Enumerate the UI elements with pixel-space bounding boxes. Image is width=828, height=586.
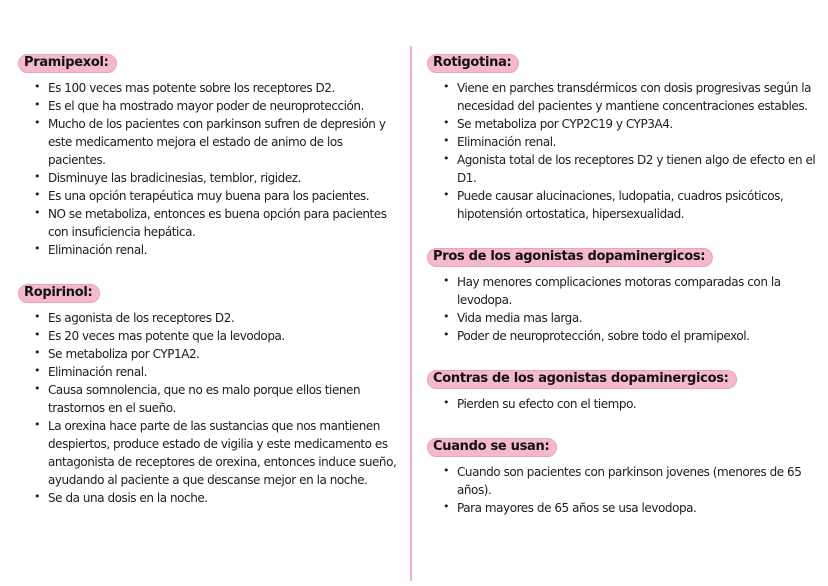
section-title: Pramipexol:: [18, 54, 117, 73]
section-title: Contras de los agonistas dopaminergicos:: [427, 370, 737, 389]
bullet-text: Puede causar alucinaciones, ludopatia, cuadros psicóticos, hipotensión ortostatica, hipersexualidad.: [457, 189, 784, 221]
section-title: Cuando se usan:: [427, 438, 557, 457]
bullet-dot-icon: •: [443, 310, 450, 323]
bullet-text: Se metaboliza por CYP1A2.: [48, 347, 200, 361]
bullet-text: Para mayores de 65 años se usa levodopa.: [457, 501, 697, 515]
section-heading: [18, 274, 403, 303]
note-section: [427, 360, 819, 413]
bullet-dot-icon: •: [443, 328, 450, 341]
bullet-text: La orexina hace parte de las sustancias que nos mantienen despiertos, produce estado de vigilia y este medicamento es antagonista de receptores de orexina, entonces induce sueño, ayudando al paciente a que descanse mejor en la noche.: [48, 419, 397, 487]
bullet-text: Pierden su efecto con el tiempo.: [457, 397, 637, 411]
bullet-item: [18, 241, 403, 259]
bullet-text: Cuando son pacientes con parkinson jovenes (menores de 65 años).: [457, 465, 802, 497]
note-section: [427, 44, 819, 223]
bullet-item: [427, 187, 819, 223]
bullet-dot-icon: •: [34, 346, 41, 359]
bullet-dot-icon: •: [443, 188, 450, 201]
bullet-item: [427, 499, 819, 517]
bullet-text: Es agonista de los receptores D2.: [48, 311, 235, 325]
left-column: [18, 44, 403, 522]
section-title: Rotigotina:: [427, 54, 519, 73]
bullet-text: Hay menores complicaciones motoras comparadas con la levodopa.: [457, 275, 781, 307]
bullet-dot-icon: •: [443, 464, 450, 477]
section-title: Pros de los agonistas dopaminergicos:: [427, 248, 713, 267]
bullet-item: [427, 463, 819, 499]
bullet-text: Disminuye las bradicinesias, temblor, rigidez.: [48, 171, 301, 185]
bullet-dot-icon: •: [443, 80, 450, 93]
bullet-item: [18, 97, 403, 115]
bullet-item: [18, 205, 403, 241]
bullet-item: [427, 133, 819, 151]
bullet-dot-icon: •: [443, 152, 450, 165]
bullet-dot-icon: •: [34, 418, 41, 431]
bullet-dot-icon: •: [34, 116, 41, 129]
bullet-text: Eliminación renal.: [457, 135, 556, 149]
note-section: [427, 428, 819, 517]
bullet-text: Es una opción terapéutica muy buena para los pacientes.: [48, 189, 370, 203]
bullet-dot-icon: •: [34, 364, 41, 377]
bullet-item: [18, 115, 403, 169]
bullet-item: [18, 187, 403, 205]
bullet-text: Agonista total de los receptores D2 y tienen algo de efecto en el D1.: [457, 153, 816, 185]
bullet-dot-icon: •: [34, 80, 41, 93]
bullet-dot-icon: •: [34, 98, 41, 111]
bullet-text: Se da una dosis en la noche.: [48, 491, 208, 505]
bullet-list: [427, 79, 819, 223]
section-heading: [427, 360, 819, 389]
bullet-dot-icon: •: [34, 328, 41, 341]
bullet-text: Eliminación renal.: [48, 365, 147, 379]
section-title: Ropirinol:: [18, 284, 100, 303]
note-section: [427, 238, 819, 345]
bullet-list: [18, 79, 403, 259]
column-divider: [410, 46, 412, 581]
section-heading: [427, 428, 819, 457]
bullet-item: [18, 489, 403, 507]
bullet-list: [427, 395, 819, 413]
section-heading: [427, 44, 819, 73]
bullet-item: [18, 309, 403, 327]
bullet-dot-icon: •: [34, 242, 41, 255]
bullet-item: [18, 363, 403, 381]
bullet-item: [427, 79, 819, 115]
bullet-text: Poder de neuroprotección, sobre todo el pramipexol.: [457, 329, 750, 343]
section-heading: [427, 238, 819, 267]
bullet-dot-icon: •: [34, 206, 41, 219]
bullet-item: [18, 169, 403, 187]
bullet-dot-icon: •: [443, 274, 450, 287]
bullet-item: [427, 395, 819, 413]
right-column: [427, 44, 819, 532]
note-section: [18, 44, 403, 259]
bullet-dot-icon: •: [34, 490, 41, 503]
bullet-text: Se metaboliza por CYP2C19 y CYP3A4.: [457, 117, 673, 131]
bullet-text: Viene en parches transdérmicos con dosis progresivas según la necesidad del pacientes y mantiene concentraciones estables.: [457, 81, 812, 113]
bullet-text: Es el que ha mostrado mayor poder de neuroprotección.: [48, 99, 364, 113]
bullet-list: [427, 273, 819, 345]
bullet-item: [18, 417, 403, 489]
bullet-text: Eliminación renal.: [48, 243, 147, 257]
bullet-dot-icon: •: [34, 188, 41, 201]
bullet-dot-icon: •: [443, 396, 450, 409]
bullet-item: [18, 327, 403, 345]
bullet-text: Mucho de los pacientes con parkinson sufren de depresión y este medicamento mejora el estado de animo de los pacientes.: [48, 117, 386, 167]
note-section: [18, 274, 403, 507]
bullet-item: [18, 345, 403, 363]
bullet-dot-icon: •: [443, 134, 450, 147]
bullet-text: NO se metaboliza, entonces es buena opción para pacientes con insuficiencia hepática.: [48, 207, 387, 239]
section-heading: [18, 44, 403, 73]
bullet-item: [427, 327, 819, 345]
bullet-item: [427, 273, 819, 309]
bullet-dot-icon: •: [34, 382, 41, 395]
bullet-dot-icon: •: [34, 310, 41, 323]
bullet-dot-icon: •: [34, 170, 41, 183]
bullet-list: [18, 309, 403, 507]
bullet-text: Vida media mas larga.: [457, 311, 583, 325]
bullet-item: [18, 381, 403, 417]
bullet-item: [427, 151, 819, 187]
bullet-item: [18, 79, 403, 97]
bullet-list: [427, 463, 819, 517]
bullet-dot-icon: •: [443, 116, 450, 129]
bullet-item: [427, 115, 819, 133]
bullet-text: Es 100 veces mas potente sobre los receptores D2.: [48, 81, 335, 95]
bullet-text: Causa somnolencia, que no es malo porque ellos tienen trastornos en el sueño.: [48, 383, 361, 415]
bullet-text: Es 20 veces mas potente que la levodopa.: [48, 329, 285, 343]
bullet-dot-icon: •: [443, 500, 450, 513]
bullet-item: [427, 309, 819, 327]
